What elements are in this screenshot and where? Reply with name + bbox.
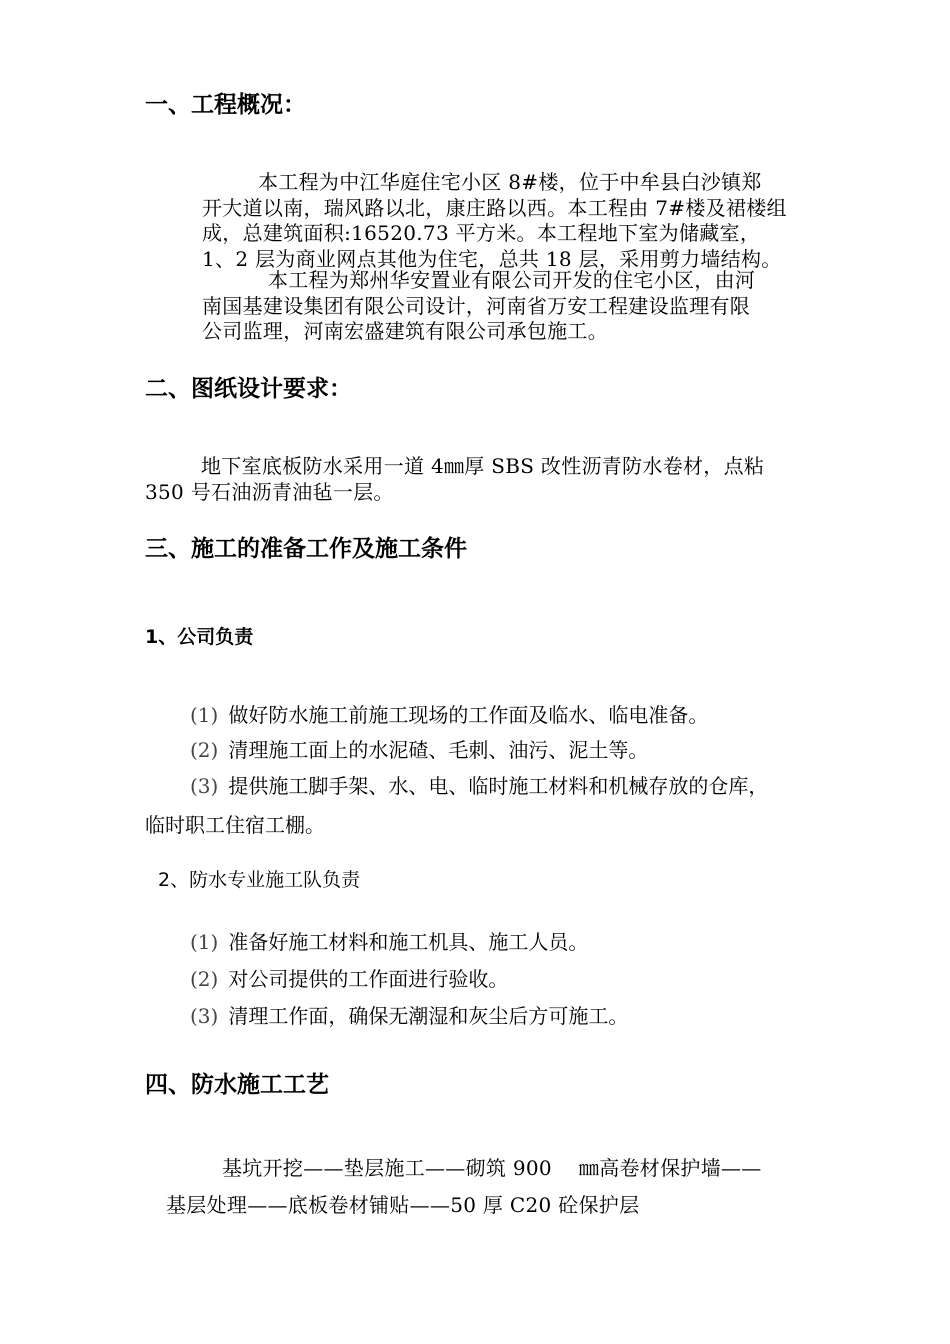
- overview-paragraph-2: [202, 268, 755, 345]
- section-heading-preparation: 三、施工的准备工作及施工条件: [145, 536, 467, 562]
- list-item: [190, 929, 588, 955]
- item-text: 清理施工面上的水泥碴、毛刺、油污、泥土等。: [228, 738, 649, 762]
- section-heading-design-requirements: 二、图纸设计要求：: [145, 376, 352, 402]
- text-line: 1、2 层为商业网点其他为住宅，总共 18 层，采用剪力墙结构。: [202, 246, 782, 271]
- item-text: 对公司提供的工作面进行验收。: [228, 967, 509, 991]
- item-text: 做好防水施工前施工现场的工作面及临水、临电准备。: [228, 703, 709, 727]
- list-item: [190, 737, 648, 763]
- item-number: (2): [190, 967, 219, 991]
- text-line: 本工程为中江华庭住宅小区 8#楼，位于中牟县白沙镇郑: [258, 170, 762, 194]
- text-line: 基层处理——底板卷材铺贴——50 厚 C20 砼保护层: [166, 1193, 640, 1217]
- subheading-waterproof-team-responsibility: 2、防水专业施工队负责: [158, 869, 361, 891]
- text-line: 地下室底板防水采用一道 4㎜厚 SBS 改性沥青防水卷材，点粘: [201, 454, 765, 478]
- text-line: 本工程为郑州华安置业有限公司开发的住宅小区，由河: [268, 268, 756, 292]
- item-number: (3): [190, 1004, 219, 1028]
- list-item: [190, 702, 708, 728]
- item-text: 提供施工脚手架、水、电、临时施工材料和机械存放的仓库，: [228, 774, 769, 798]
- section-heading-construction-process: 四、防水施工工艺: [145, 1072, 329, 1098]
- item-number: (3): [190, 774, 219, 798]
- subheading-company-responsibility: 1、公司负责: [145, 626, 254, 648]
- item-text: 准备好施工材料和施工机具、施工人员。: [228, 930, 589, 954]
- list-item: [190, 1003, 628, 1029]
- text-line: 公司监理，河南宏盛建筑有限公司承包施工。: [202, 319, 608, 343]
- design-requirements-paragraph: [145, 454, 764, 505]
- construction-process-paragraph: [166, 1150, 762, 1224]
- text-line: 基坑开挖——垫层施工——砌筑 900 ㎜高卷材保护墙——: [222, 1156, 762, 1180]
- item-number: (1): [190, 930, 219, 954]
- text-line: 开大道以南，瑞风路以北，康庄路以西。本工程由 7#楼及裙楼组: [202, 195, 787, 220]
- text-line: 350 号石油沥青油毡一层。: [145, 479, 394, 504]
- item-text: 清理工作面，确保无潮湿和灰尘后方可施工。: [228, 1004, 629, 1028]
- item-number: (2): [190, 738, 219, 762]
- text-line: 南国基建设集团有限公司设计，河南省万安工程建设监理有限: [202, 293, 751, 318]
- section-heading-overview: 一、工程概况：: [145, 92, 306, 118]
- list-item-continuation: 临时职工住宿工棚。: [145, 813, 325, 837]
- list-item: [190, 966, 508, 992]
- item-number: (1): [190, 703, 219, 727]
- overview-paragraph-1: [202, 170, 787, 272]
- text-line: 成，总建筑面积:16520.73 平方米。本工程地下室为储藏室，: [202, 221, 761, 245]
- list-item: [190, 773, 768, 799]
